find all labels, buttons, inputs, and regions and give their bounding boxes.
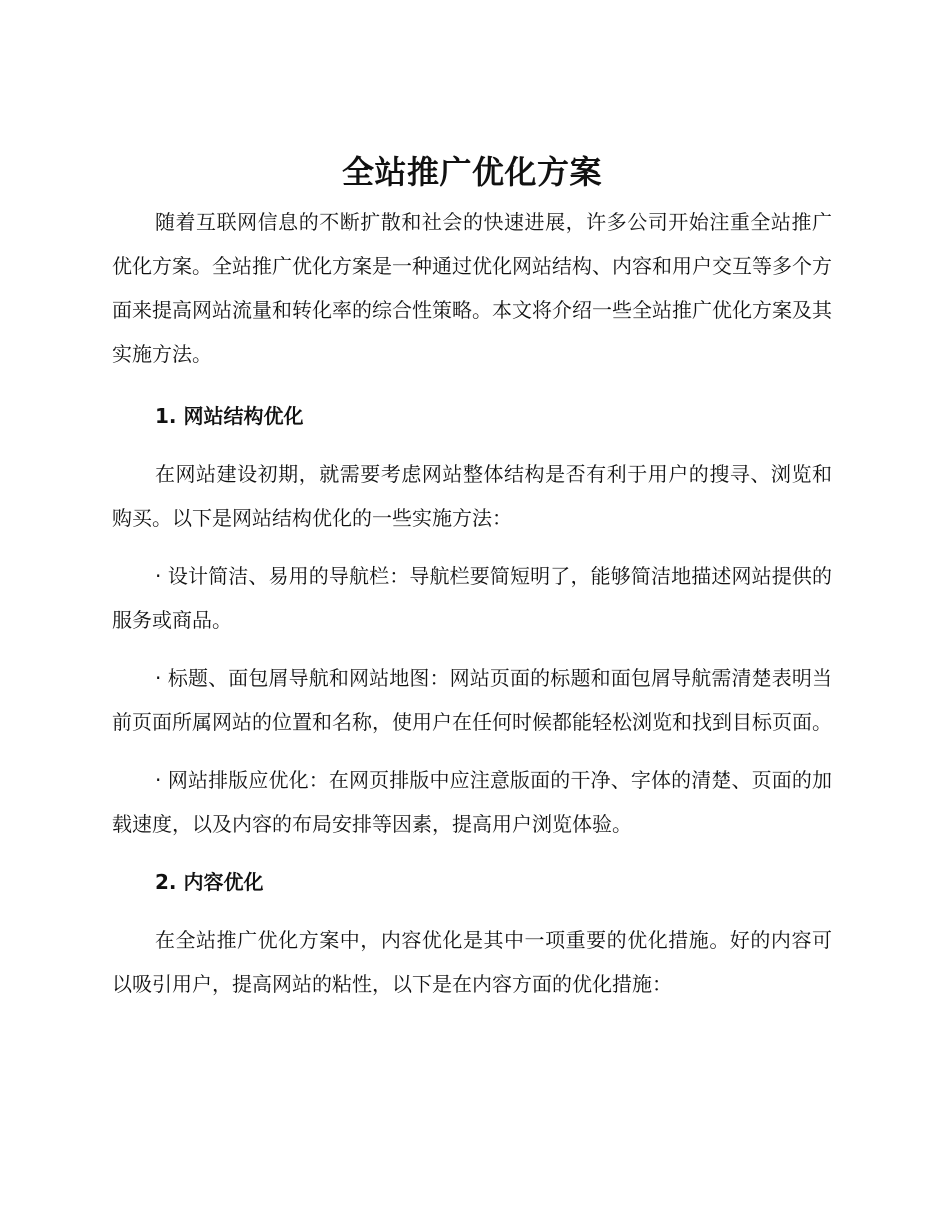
document-page [112,148,832,1006]
section-1-heading: 1. 网站结构优化 [155,404,304,428]
section-1-paragraph: 在网站建设初期，就需要考虑网站整体结构是否有利于用户的搜寻、浏览和购买。以下是网站结构优化的一些实施方法： [112,462,832,530]
section-2-paragraph: 在全站推广优化方案中，内容优化是其中一项重要的优化措施。好的内容可以吸引用户，提高网站的粘性，以下是在内容方面的优化措施： [112,928,832,996]
section-1-bullet-2: · 标题、面包屑导航和网站地图：网站页面的标题和面包屑导航需清楚表明当前页面所属网站的位置和名称，使用户在任何时候都能轻松浏览和找到目标页面。 [112,666,832,734]
section-2-heading: 2. 内容优化 [155,870,264,894]
intro-paragraph: 随着互联网信息的不断扩散和社会的快速进展，许多公司开始注重全站推广优化方案。全站推广优化方案是一种通过优化网站结构、内容和用户交互等多个方面来提高网站流量和转化率的综合性策略。本文将介绍一些全站推广优化方案及其实施方法。 [112,210,832,366]
section-1-bullet-1: · 设计简洁、易用的导航栏：导航栏要简短明了，能够简洁地描述网站提供的服务或商品。 [112,564,832,632]
section-1-bullet-3: · 网站排版应优化：在网页排版中应注意版面的干净、字体的清楚、页面的加载速度，以及内容的布局安排等因素，提高用户浏览体验。 [112,768,832,836]
document-title: 全站推广优化方案 [341,153,602,191]
